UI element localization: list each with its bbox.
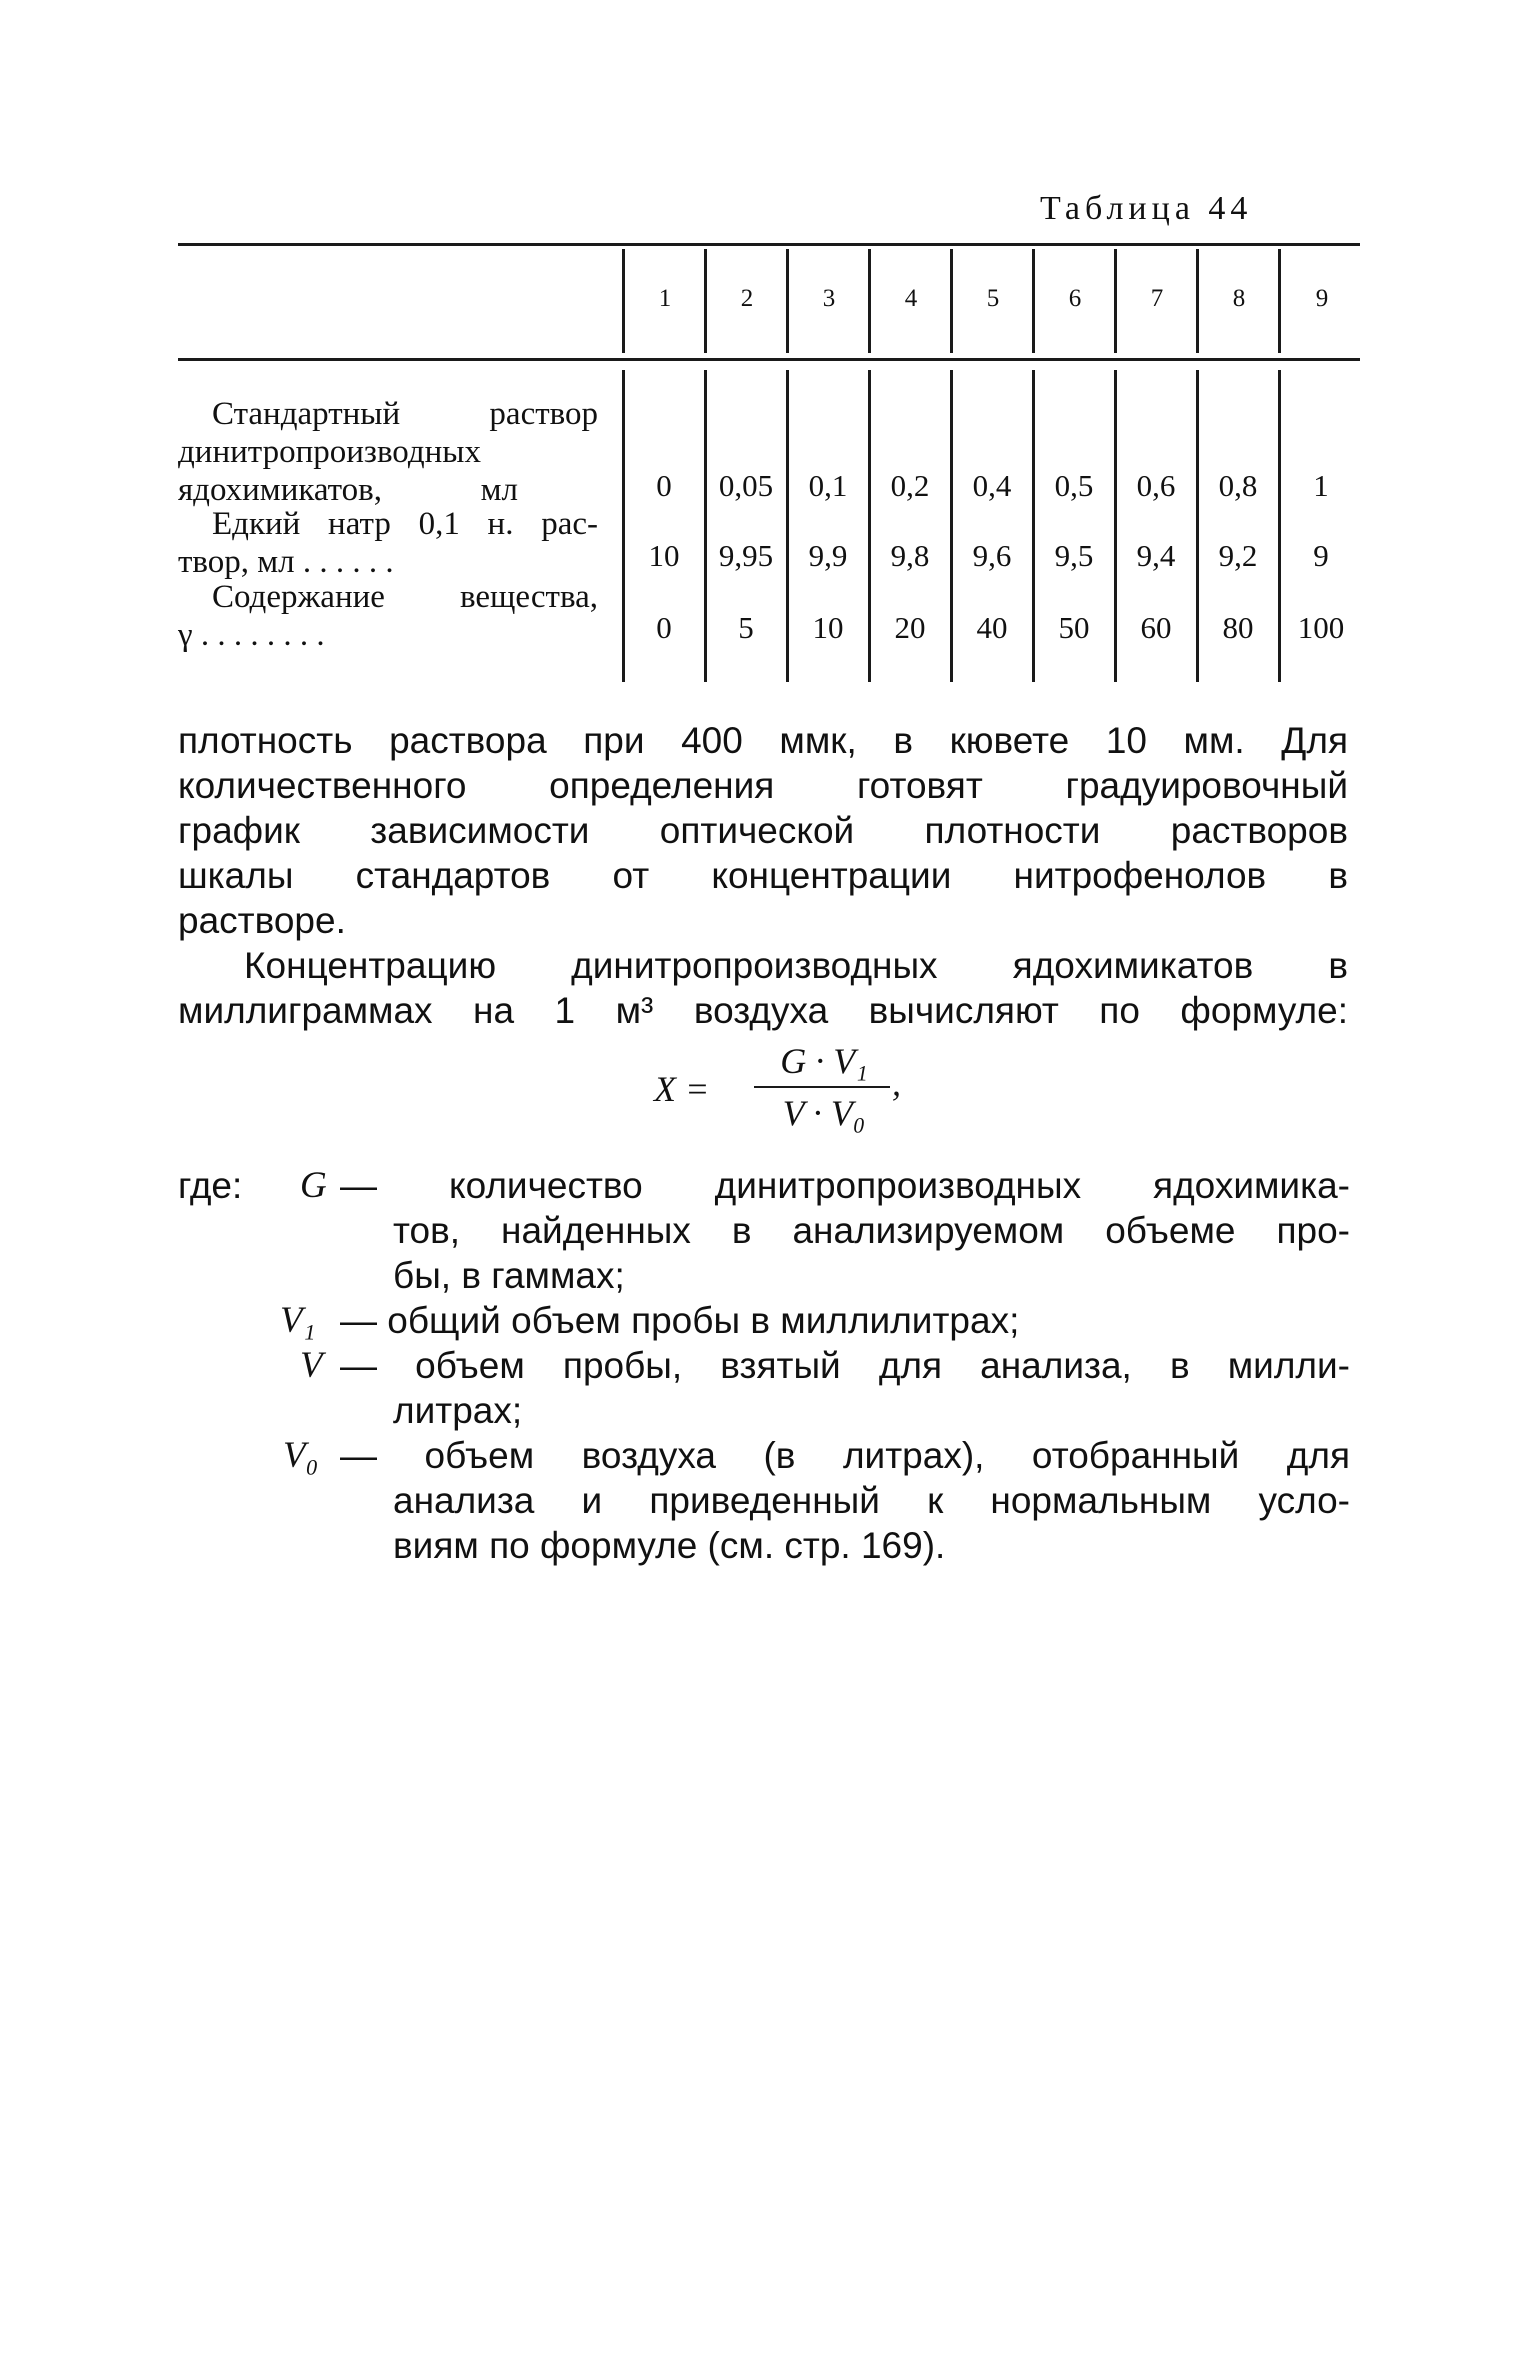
body-paragraph: плотность раствора при 400 ммк, в кювете 10 мм. Для количественного определения готовят градуировочный график зависимости оптической плотности растворов шкалы стандартов от концентрации нитрофенолов в растворе. xyxy=(178,720,1348,941)
column-header: 7 xyxy=(1150,285,1164,312)
table-cell: 0,6 xyxy=(1136,468,1176,503)
table-cell: 0,1 xyxy=(808,468,848,503)
table-cell: 9,2 xyxy=(1218,538,1258,573)
table-cell: 60 xyxy=(1140,610,1172,645)
table-cell: 9 xyxy=(1313,538,1329,573)
where-label: где: xyxy=(178,1165,243,1206)
table-cell: 100 xyxy=(1297,610,1345,645)
fraction-bar xyxy=(754,1086,890,1088)
table-caption: Таблица 44 xyxy=(1040,190,1253,227)
column-header: 9 xyxy=(1315,285,1329,312)
table-top-rule xyxy=(178,243,1360,246)
table-cell: 9,9 xyxy=(808,538,848,573)
table-cell: 0,8 xyxy=(1218,468,1258,503)
def-symbol: G xyxy=(300,1165,327,1206)
table-cell: 80 xyxy=(1222,610,1254,645)
row-label: Содержание вещества, γ . . . . . . . . xyxy=(178,579,598,653)
row-label: Стандартный раствор динитропроизводных ядохимикатов, мл xyxy=(178,396,598,508)
table-cell: 10 xyxy=(812,610,844,645)
def-text: — количество динитропроизводных ядохимика- тов, найденных в анализируемом объеме про- бы, в гаммах; xyxy=(340,1165,1350,1296)
column-header: 4 xyxy=(904,285,918,312)
body-paragraph: Концентрацию динитропроизводных ядохимикатов в миллиграммах на 1 м³ воздуха вычисляют по формуле: xyxy=(178,945,1348,1031)
table-cell: 50 xyxy=(1058,610,1090,645)
table-cell: 0,2 xyxy=(890,468,930,503)
table-cell: 10 xyxy=(648,538,680,573)
table-cell: 0 xyxy=(656,610,672,645)
def-text: — объем воздуха (в литрах), отобранный для анализа и приведенный к нормальным усло- виям по формуле (см. стр. 169). xyxy=(340,1435,1350,1566)
table-header-rule xyxy=(178,358,1360,361)
table-cell: 9,95 xyxy=(718,538,774,573)
def-symbol: V xyxy=(300,1345,323,1386)
table-cell: 5 xyxy=(738,610,754,645)
table-cell: 40 xyxy=(976,610,1008,645)
column-header: 8 xyxy=(1232,285,1246,312)
row-label: Едкий натр 0,1 н. рас- твор, мл . . . . . . xyxy=(178,506,598,580)
table-cell: 0,05 xyxy=(718,468,774,503)
formula-comma: , xyxy=(892,1063,901,1103)
def-text: — объем пробы, взятый для анализа, в милли- литрах; xyxy=(340,1345,1350,1431)
column-header: 3 xyxy=(822,285,836,312)
def-symbol: V₀ xyxy=(283,1435,319,1476)
table-cell: 9,8 xyxy=(890,538,930,573)
column-header: 2 xyxy=(740,285,754,312)
formula-lhs: X = xyxy=(654,1069,710,1109)
table-cell: 0,4 xyxy=(972,468,1012,503)
table-cell: 20 xyxy=(894,610,926,645)
column-header: 1 xyxy=(658,285,672,312)
table-cell: 9,5 xyxy=(1054,538,1094,573)
column-header: 5 xyxy=(986,285,1000,312)
table-cell: 9,6 xyxy=(972,538,1012,573)
def-symbol: V₁ xyxy=(280,1300,316,1341)
formula-numerator: G · V₁ xyxy=(780,1041,868,1081)
table-cell: 0,5 xyxy=(1054,468,1094,503)
column-header: 6 xyxy=(1068,285,1082,312)
def-text: — общий объем пробы в миллилитрах; xyxy=(340,1300,1020,1341)
table-cell: 9,4 xyxy=(1136,538,1176,573)
table-cell: 1 xyxy=(1313,468,1329,503)
formula-denominator: V · V₀ xyxy=(782,1093,866,1133)
table-cell: 0 xyxy=(656,468,672,503)
